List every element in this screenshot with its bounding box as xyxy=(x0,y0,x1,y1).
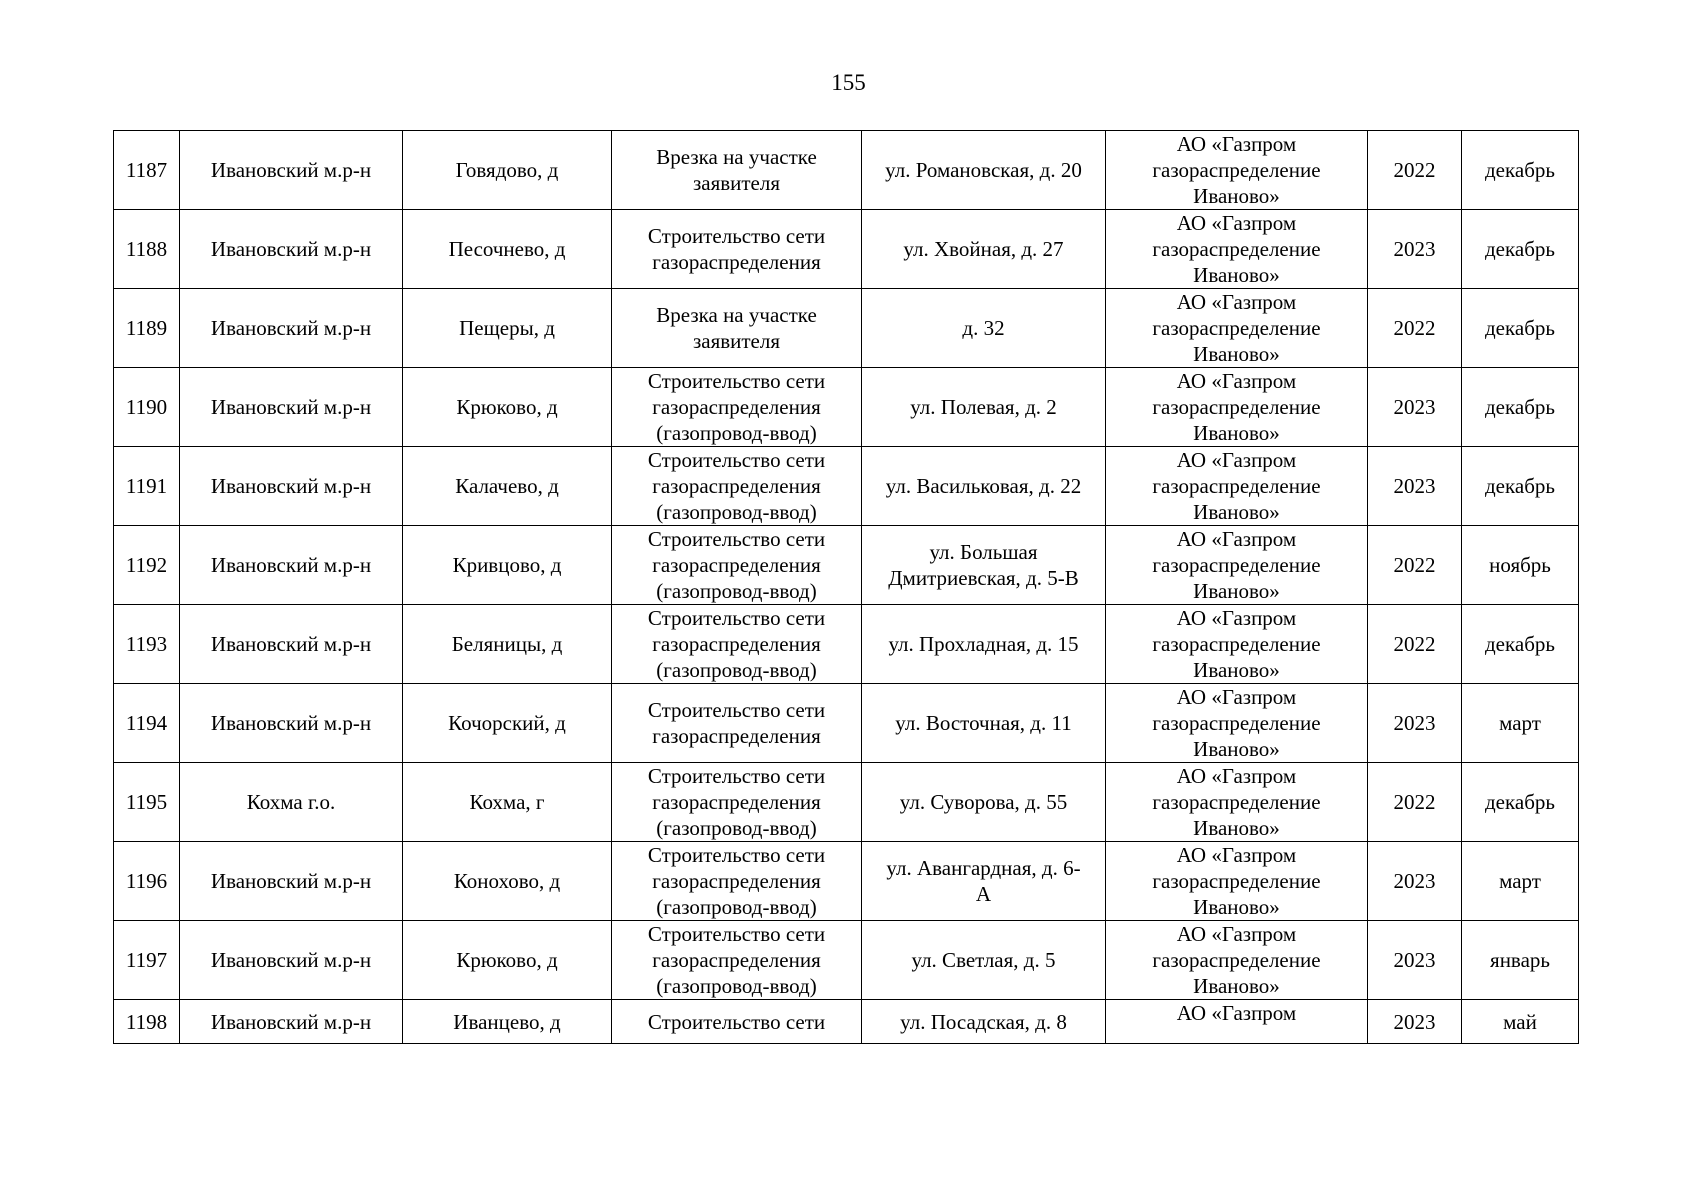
locality-cell xyxy=(403,131,612,210)
row-number-cell xyxy=(114,763,180,842)
district-cell xyxy=(180,368,403,447)
month-cell xyxy=(1462,605,1579,684)
locality-cell xyxy=(403,210,612,289)
work-type-cell-text: Строительство сети газораспределения (газопровод-ввод) xyxy=(647,922,826,998)
row-number-cell-text: 1191 xyxy=(125,474,168,498)
year-cell xyxy=(1368,921,1462,1000)
table-body xyxy=(114,131,1579,1044)
locality-cell-text: Говядово, д xyxy=(455,158,559,182)
row-number-cell-text: 1196 xyxy=(125,869,168,893)
address-cell-text: ул. Полевая, д. 2 xyxy=(910,395,1057,419)
organization-cell xyxy=(1106,684,1368,763)
month-cell xyxy=(1462,763,1579,842)
month-cell-text: декабрь xyxy=(1485,237,1555,261)
locality-cell xyxy=(403,368,612,447)
work-type-cell xyxy=(612,526,862,605)
locality-cell-text: Песочнево, д xyxy=(448,237,566,261)
year-cell-text: 2022 xyxy=(1393,316,1436,340)
district-cell xyxy=(180,842,403,921)
district-cell-text: Ивановский м.р-н xyxy=(210,474,372,498)
organization-cell xyxy=(1106,921,1368,1000)
locality-cell-text: Крюково, д xyxy=(456,948,558,972)
month-cell-text: декабрь xyxy=(1485,790,1555,814)
table-row xyxy=(114,1000,1579,1044)
table-row xyxy=(114,842,1579,921)
table-row xyxy=(114,447,1579,526)
month-cell-text: декабрь xyxy=(1485,474,1555,498)
row-number-cell-text: 1192 xyxy=(125,553,168,577)
organization-cell xyxy=(1106,368,1368,447)
address-cell-text: ул. Посадская, д. 8 xyxy=(900,1009,1067,1034)
work-type-cell-text: Строительство сети газораспределения (газопровод-ввод) xyxy=(647,764,826,840)
month-cell xyxy=(1462,921,1579,1000)
organization-cell xyxy=(1106,210,1368,289)
year-cell-text: 2023 xyxy=(1393,1009,1436,1034)
district-cell-text: Ивановский м.р-н xyxy=(210,395,372,419)
year-cell xyxy=(1368,131,1462,210)
organization-cell xyxy=(1106,289,1368,368)
work-type-cell xyxy=(612,447,862,526)
page-number: 155 xyxy=(831,70,866,95)
gasification-table xyxy=(113,130,1579,1044)
work-type-cell xyxy=(612,289,862,368)
address-cell-text: ул. Восточная, д. 11 xyxy=(895,711,1072,735)
district-cell-text: Ивановский м.р-н xyxy=(210,158,372,182)
locality-cell xyxy=(403,1000,612,1044)
locality-cell-text: Калачево, д xyxy=(455,474,559,498)
address-cell xyxy=(862,368,1106,447)
organization-cell xyxy=(1106,605,1368,684)
work-type-cell-text: Строительство сети газораспределения (газопровод-ввод) xyxy=(647,527,826,603)
row-number-cell xyxy=(114,210,180,289)
district-cell xyxy=(180,684,403,763)
table-row xyxy=(114,763,1579,842)
address-cell xyxy=(862,1000,1106,1044)
year-cell xyxy=(1368,526,1462,605)
district-cell-text: Ивановский м.р-н xyxy=(210,632,372,656)
row-number-cell-text: 1193 xyxy=(125,632,168,656)
organization-cell-text: АО «Газпром газораспределение Иваново» xyxy=(1152,290,1321,366)
month-cell xyxy=(1462,1000,1579,1044)
organization-cell-text: АО «Газпром газораспределение Иваново» xyxy=(1152,527,1321,603)
work-type-cell xyxy=(612,1000,862,1044)
organization-cell xyxy=(1106,526,1368,605)
address-cell-text: ул. Хвойная, д. 27 xyxy=(903,237,1064,261)
row-number-cell xyxy=(114,526,180,605)
locality-cell xyxy=(403,684,612,763)
address-cell xyxy=(862,131,1106,210)
year-cell xyxy=(1368,842,1462,921)
row-number-cell xyxy=(114,605,180,684)
row-number-cell xyxy=(114,368,180,447)
row-number-cell xyxy=(114,684,180,763)
row-number-cell xyxy=(114,447,180,526)
address-cell xyxy=(862,526,1106,605)
table-row xyxy=(114,921,1579,1000)
locality-cell-text: Конохово, д xyxy=(453,869,561,893)
organization-cell xyxy=(1106,131,1368,210)
month-cell-text: март xyxy=(1499,869,1541,893)
organization-cell-text: АО «Газпром газораспределение Иваново» xyxy=(1152,764,1321,840)
district-cell-text: Ивановский м.р-н xyxy=(210,316,372,340)
locality-cell xyxy=(403,289,612,368)
month-cell xyxy=(1462,210,1579,289)
address-cell xyxy=(862,605,1106,684)
year-cell xyxy=(1368,684,1462,763)
organization-cell xyxy=(1106,447,1368,526)
organization-cell-text: АО «Газпром газораспределение Иваново» xyxy=(1152,211,1321,287)
month-cell xyxy=(1462,368,1579,447)
organization-cell-text: АО «Газпром газораспределение Иваново» xyxy=(1152,922,1321,998)
work-type-cell-text: Строительство сети газораспределения (газопровод-ввод) xyxy=(647,448,826,524)
year-cell-text: 2022 xyxy=(1393,790,1436,814)
district-cell-text: Кохма г.о. xyxy=(246,790,336,814)
locality-cell-text: Кривцово, д xyxy=(452,553,562,577)
table-row xyxy=(114,605,1579,684)
row-number-cell xyxy=(114,1000,180,1044)
address-cell-text: д. 32 xyxy=(962,316,1005,340)
row-number-cell-text: 1188 xyxy=(125,237,168,261)
year-cell-text: 2023 xyxy=(1393,948,1436,972)
work-type-cell xyxy=(612,131,862,210)
month-cell-text: декабрь xyxy=(1485,158,1555,182)
organization-cell xyxy=(1106,842,1368,921)
work-type-cell-text: Врезка на участке заявителя xyxy=(656,145,817,195)
year-cell xyxy=(1368,763,1462,842)
work-type-cell xyxy=(612,842,862,921)
work-type-cell xyxy=(612,210,862,289)
district-cell xyxy=(180,921,403,1000)
work-type-cell xyxy=(612,605,862,684)
work-type-cell-text: Строительство сети газораспределения xyxy=(647,224,826,274)
year-cell-text: 2023 xyxy=(1393,711,1436,735)
address-cell xyxy=(862,684,1106,763)
row-number-cell-text: 1189 xyxy=(125,316,168,340)
month-cell xyxy=(1462,526,1579,605)
work-type-cell-text: Строительство сети xyxy=(647,1009,826,1034)
locality-cell xyxy=(403,921,612,1000)
address-cell-text: ул. Васильковая, д. 22 xyxy=(885,474,1082,498)
organization-cell xyxy=(1106,1000,1368,1044)
row-number-cell-text: 1194 xyxy=(125,711,168,735)
district-cell xyxy=(180,131,403,210)
organization-cell-text: АО «Газпром газораспределение Иваново» xyxy=(1152,448,1321,524)
work-type-cell-text: Строительство сети газораспределения (газопровод-ввод) xyxy=(647,843,826,919)
organization-cell-text: АО «Газпром газораспределение Иваново» xyxy=(1152,132,1321,208)
address-cell-text: ул. Большая Дмитриевская, д. 5-В xyxy=(888,540,1079,590)
work-type-cell xyxy=(612,684,862,763)
address-cell-text: ул. Светлая, д. 5 xyxy=(911,948,1056,972)
work-type-cell xyxy=(612,763,862,842)
month-cell-text: январь xyxy=(1490,948,1550,972)
table-row xyxy=(114,684,1579,763)
row-number-cell xyxy=(114,842,180,921)
district-cell-text: Ивановский м.р-н xyxy=(210,553,372,577)
year-cell xyxy=(1368,1000,1462,1044)
year-cell xyxy=(1368,368,1462,447)
month-cell xyxy=(1462,447,1579,526)
table-row xyxy=(114,131,1579,210)
locality-cell xyxy=(403,526,612,605)
address-cell xyxy=(862,447,1106,526)
organization-cell-text: АО «Газпром газораспределение Иваново» xyxy=(1152,369,1321,445)
district-cell xyxy=(180,210,403,289)
locality-cell-text: Пещеры, д xyxy=(459,316,555,340)
row-number-cell xyxy=(114,289,180,368)
address-cell xyxy=(862,289,1106,368)
locality-cell xyxy=(403,842,612,921)
district-cell xyxy=(180,1000,403,1044)
year-cell-text: 2022 xyxy=(1393,158,1436,182)
table-row xyxy=(114,526,1579,605)
row-number-cell-text: 1190 xyxy=(125,395,168,419)
work-type-cell-text: Строительство сети газораспределения xyxy=(647,698,826,748)
locality-cell xyxy=(403,763,612,842)
organization-cell-text: АО «Газпром газораспределение Иваново» xyxy=(1152,606,1321,682)
district-cell xyxy=(180,526,403,605)
district-cell-text: Ивановский м.р-н xyxy=(210,869,372,893)
address-cell xyxy=(862,210,1106,289)
year-cell-text: 2023 xyxy=(1393,474,1436,498)
district-cell xyxy=(180,447,403,526)
month-cell xyxy=(1462,842,1579,921)
work-type-cell xyxy=(612,368,862,447)
table-row xyxy=(114,289,1579,368)
organization-cell-text: АО «Газпром газораспределение Иваново» xyxy=(1152,843,1321,919)
locality-cell-text: Беляницы, д xyxy=(451,632,563,656)
year-cell xyxy=(1368,447,1462,526)
locality-cell-text: Кочорский, д xyxy=(448,711,566,735)
locality-cell-text: Кохма, г xyxy=(469,790,545,814)
work-type-cell xyxy=(612,921,862,1000)
year-cell xyxy=(1368,605,1462,684)
district-cell-text: Ивановский м.р-н xyxy=(210,1009,372,1034)
table-row xyxy=(114,210,1579,289)
row-number-cell-text: 1187 xyxy=(125,158,168,182)
table-row xyxy=(114,368,1579,447)
district-cell-text: Ивановский м.р-н xyxy=(210,948,372,972)
row-number-cell xyxy=(114,921,180,1000)
work-type-cell-text: Врезка на участке заявителя xyxy=(656,303,817,353)
year-cell-text: 2023 xyxy=(1393,237,1436,261)
row-number-cell-text: 1195 xyxy=(125,790,168,814)
row-number-cell xyxy=(114,131,180,210)
address-cell xyxy=(862,763,1106,842)
district-cell xyxy=(180,289,403,368)
organization-cell xyxy=(1106,763,1368,842)
year-cell-text: 2022 xyxy=(1393,632,1436,656)
locality-cell xyxy=(403,447,612,526)
organization-cell-text: АО «Газпром газораспределение Иваново» xyxy=(1152,685,1321,761)
month-cell-text: март xyxy=(1499,711,1541,735)
year-cell-text: 2022 xyxy=(1393,553,1436,577)
month-cell xyxy=(1462,684,1579,763)
work-type-cell-text: Строительство сети газораспределения (газопровод-ввод) xyxy=(647,606,826,682)
month-cell-text: декабрь xyxy=(1485,395,1555,419)
locality-cell-text: Крюково, д xyxy=(456,395,558,419)
month-cell xyxy=(1462,289,1579,368)
address-cell-text: ул. Романовская, д. 20 xyxy=(885,158,1082,182)
address-cell-text: ул. Авангардная, д. 6- А xyxy=(886,856,1081,906)
address-cell xyxy=(862,842,1106,921)
month-cell-text: май xyxy=(1503,1009,1537,1034)
month-cell-text: ноябрь xyxy=(1489,553,1551,577)
district-cell-text: Ивановский м.р-н xyxy=(210,237,372,261)
locality-cell xyxy=(403,605,612,684)
month-cell xyxy=(1462,131,1579,210)
month-cell-text: декабрь xyxy=(1485,316,1555,340)
organization-cell-text: АО «Газпром xyxy=(1176,1001,1297,1025)
row-number-cell-text: 1198 xyxy=(125,1009,168,1034)
year-cell xyxy=(1368,210,1462,289)
row-number-cell-text: 1197 xyxy=(125,948,168,972)
address-cell xyxy=(862,921,1106,1000)
district-cell xyxy=(180,763,403,842)
month-cell-text: декабрь xyxy=(1485,632,1555,656)
year-cell xyxy=(1368,289,1462,368)
district-cell-text: Ивановский м.р-н xyxy=(210,711,372,735)
year-cell-text: 2023 xyxy=(1393,395,1436,419)
year-cell-text: 2023 xyxy=(1393,869,1436,893)
district-cell xyxy=(180,605,403,684)
locality-cell-text: Иванцево, д xyxy=(453,1009,561,1034)
work-type-cell-text: Строительство сети газораспределения (газопровод-ввод) xyxy=(647,369,826,445)
address-cell-text: ул. Прохладная, д. 15 xyxy=(888,632,1079,656)
address-cell-text: ул. Суворова, д. 55 xyxy=(899,790,1068,814)
